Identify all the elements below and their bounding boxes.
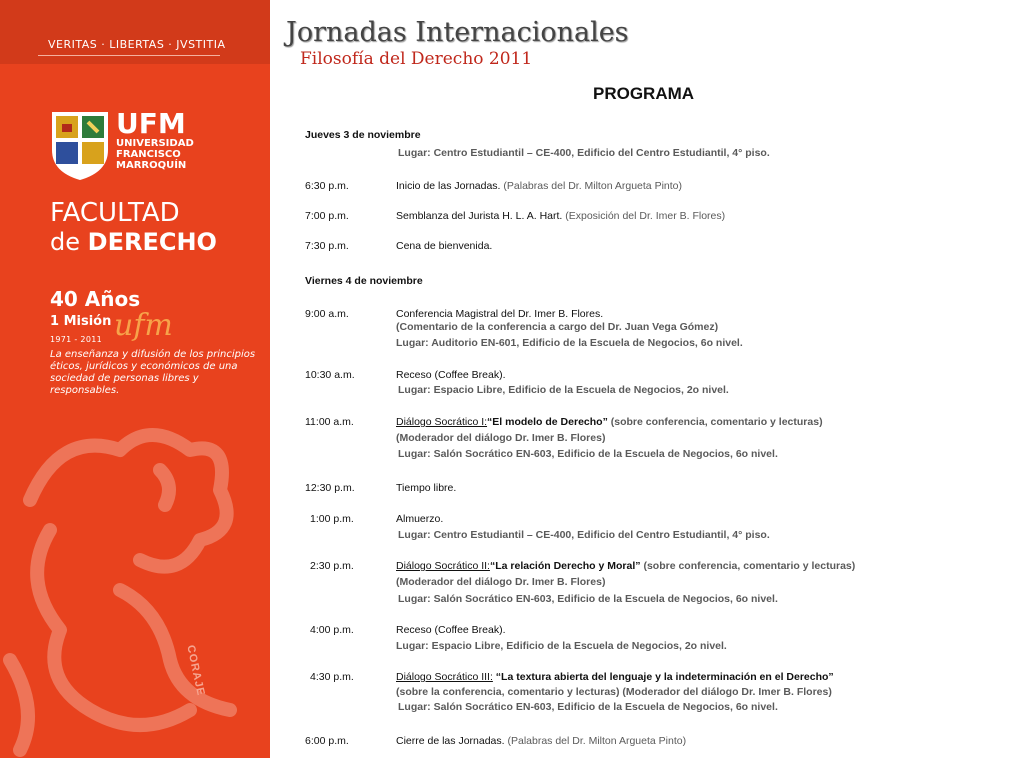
item-venue: Lugar: Espacio Libre, Edificio de la Escuela de Negocios, 2o nivel. — [398, 384, 729, 396]
schedule-item: Cena de bienvenida. — [396, 240, 493, 252]
schedule-item: Almuerzo. — [396, 513, 444, 525]
item-venue: Lugar: Salón Socrático EN-603, Edificio de la Escuela de Negocios, 6o nivel. — [398, 701, 778, 713]
coraje-watermark: CORAJE — [184, 644, 207, 698]
ufm-logo — [116, 107, 194, 171]
event-title: Jornadas Internacionales — [286, 17, 629, 48]
motto-divider — [38, 55, 220, 56]
schedule-item — [396, 671, 834, 683]
motto-text: VERITAS · LIBERTAS · JVSTITIA — [48, 38, 226, 51]
mission-tagline: La enseñanza y difusión de los principios éticos, jurídicos y económicos de una sociedad de personas libres y responsables. — [50, 349, 256, 396]
item-note: (Exposición del Dr. Imer B. Flores) — [565, 210, 726, 222]
time-label: 9:00 a.m. — [305, 308, 349, 320]
item-venue: Lugar: Auditorio EN-601, Edificio de la Escuela de Negocios, 6o nivel. — [396, 337, 743, 349]
schedule-item — [396, 210, 725, 222]
event-subtitle: Filosofía del Derecho 2011 — [300, 49, 533, 69]
item-text: Cierre de las Jornadas. — [396, 735, 508, 747]
time-label: 10:30 a.m. — [305, 369, 355, 381]
item-note: (sobre conferencia, comentario y lecturas) — [607, 416, 823, 428]
time-label: 7:00 p.m. — [305, 210, 349, 222]
lion-watermark-icon — [0, 410, 270, 758]
item-venue: Lugar: Espacio Libre, Edificio de la Escuela de Negocios, 2o nivel. — [396, 640, 727, 652]
schedule-item — [396, 560, 855, 572]
time-label: 12:30 p.m. — [305, 482, 355, 494]
day-heading-thursday: Jueves 3 de noviembre — [305, 129, 421, 141]
dialogue-link[interactable]: Diálogo Socrático II: — [396, 560, 490, 572]
time-label: 6:00 p.m. — [305, 735, 349, 747]
item-note: (Comentario de la conferencia a cargo del Dr. Juan Vega Gómez) — [396, 321, 719, 333]
item-venue: Lugar: Salón Socrático EN-603, Edificio de la Escuela de Negocios, 6o nivel. — [398, 593, 778, 605]
program-content — [270, 0, 1024, 758]
dialogue-link[interactable]: Diálogo Socrático III: — [396, 671, 493, 683]
schedule-item: Receso (Coffee Break). — [396, 369, 506, 381]
ufm-shield-icon — [50, 110, 110, 182]
dialogue-title: “El modelo de Derecho” — [487, 416, 608, 428]
item-moderator: (Moderador del diálogo Dr. Imer B. Flores) — [396, 432, 606, 444]
schedule-item — [396, 416, 823, 428]
day-heading-friday: Viernes 4 de noviembre — [305, 275, 423, 287]
facultad-label: FACULTAD — [50, 198, 180, 228]
time-label: 11:00 a.m. — [305, 416, 354, 428]
day1-venue: Lugar: Centro Estudiantil – CE-400, Edificio del Centro Estudiantil, 4° piso. — [398, 147, 770, 159]
de-derecho-label — [50, 228, 217, 256]
derecho-text: DERECHO — [87, 228, 217, 256]
dialogue-title: “La relación Derecho y Moral” — [489, 560, 641, 572]
sidebar-banner — [0, 0, 270, 758]
item-moderator: (sobre la conferencia, comentario y lecturas) (Moderador del diálogo Dr. Imer B. Flores) — [396, 686, 832, 698]
item-note: (Palabras del Dr. Milton Argueta Pinto) — [503, 180, 682, 192]
item-venue: Lugar: Centro Estudiantil – CE-400, Edificio del Centro Estudiantil, 4° piso. — [398, 529, 770, 541]
university-name-line1: UNIVERSIDAD — [116, 138, 194, 149]
time-label: 1:00 p.m. — [310, 513, 354, 525]
anniversary-mission: 1 Misión — [50, 314, 112, 329]
item-note: (sobre conferencia, comentario y lecturas) — [640, 560, 856, 572]
schedule-item — [396, 735, 686, 747]
university-name-line3: MARROQUÍN — [116, 160, 187, 171]
ufm-script-logo: ufm — [114, 308, 173, 343]
item-venue: Lugar: Salón Socrático EN-603, Edificio de la Escuela de Negocios, 6o nivel. — [398, 448, 778, 460]
item-moderator: (Moderador del diálogo Dr. Imer B. Flores) — [396, 576, 606, 588]
schedule-item: Conferencia Magistral del Dr. Imer B. Flores. — [396, 308, 604, 320]
time-label: 2:30 p.m. — [310, 560, 354, 572]
university-name-line2: FRANCISCO — [116, 149, 181, 160]
item-text: Semblanza del Jurista H. L. A. Hart. — [396, 210, 566, 222]
schedule-item: Tiempo libre. — [396, 482, 457, 494]
time-label: 7:30 p.m. — [305, 240, 349, 252]
time-label: 6:30 p.m. — [305, 180, 349, 192]
schedule-item: Receso (Coffee Break). — [396, 624, 506, 636]
dialogue-link[interactable]: Diálogo Socrático I: — [396, 416, 488, 428]
anniversary-years: 40 Años — [50, 287, 141, 311]
time-label: 4:30 p.m. — [310, 671, 354, 683]
dialogue-title: “La textura abierta del lenguaje y la indeterminación en el Derecho” — [492, 671, 834, 683]
program-heading: PROGRAMA — [593, 84, 695, 103]
schedule-item — [396, 180, 682, 192]
anniversary-range: 1971 - 2011 — [50, 335, 102, 344]
ufm-logo-text: UFM — [116, 107, 186, 140]
item-note: (Palabras del Dr. Milton Argueta Pinto) — [507, 735, 687, 747]
de-text: de — [50, 228, 88, 256]
time-label: 4:00 p.m. — [310, 624, 354, 636]
item-text: Inicio de las Jornadas. — [396, 180, 504, 192]
